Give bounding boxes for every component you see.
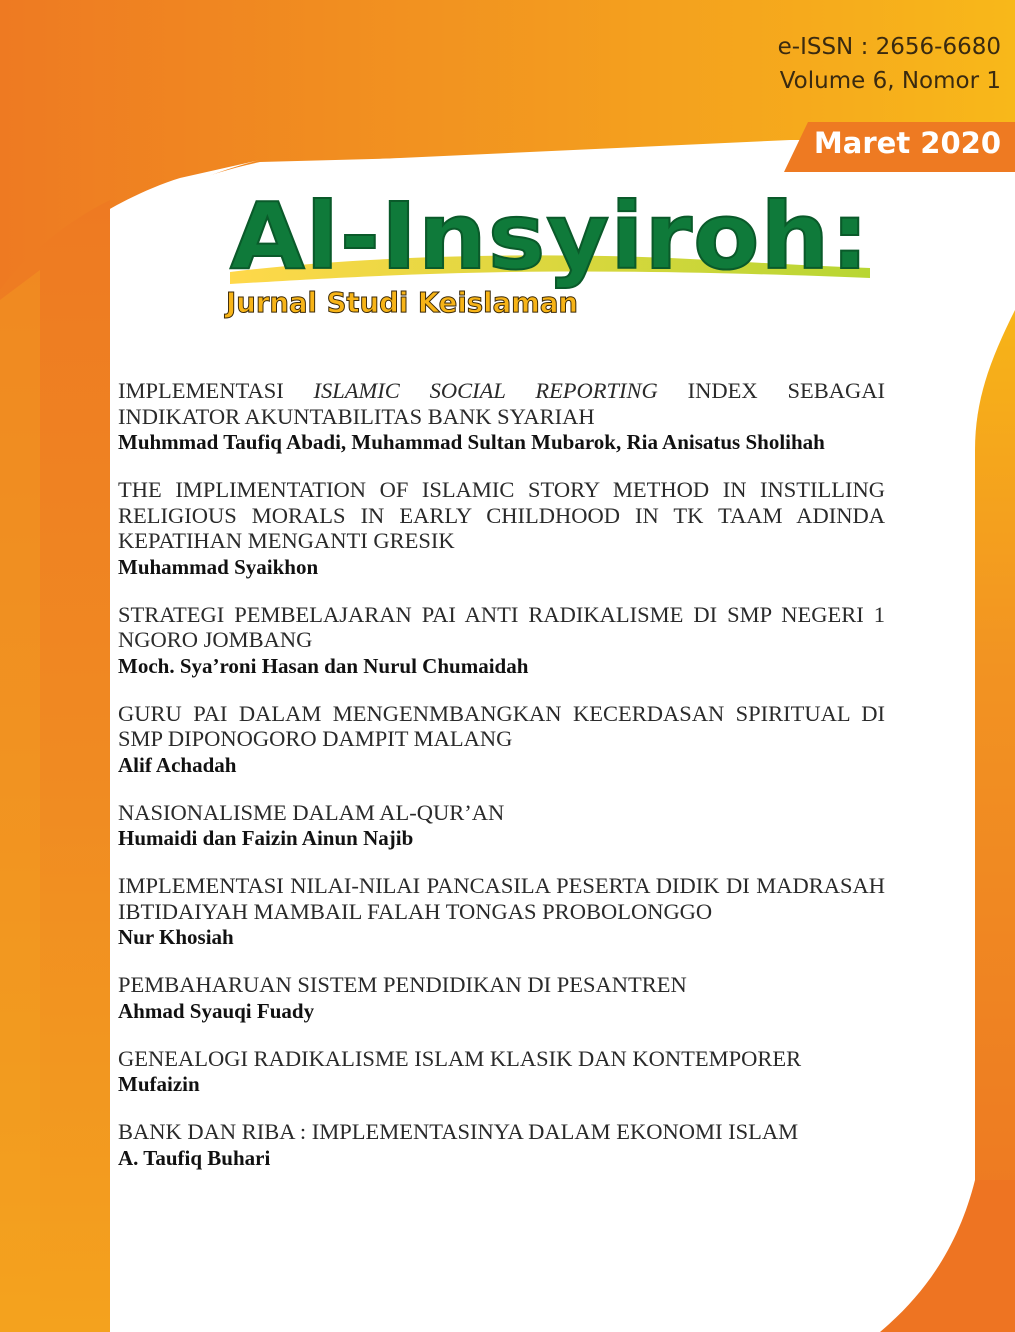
- article-item: [118, 602, 885, 679]
- article-list: [118, 378, 885, 1193]
- article-authors: Moch. Sya’roni Hasan dan Nurul Chumaidah: [118, 653, 529, 678]
- issue-date: Maret 2020: [813, 126, 1001, 160]
- article-title: BANK DAN RIBA : IMPLEMENTASINYA DALAM EKONOMI ISLAM: [118, 1119, 799, 1144]
- article-authors: Muhmmad Taufiq Abadi, Muhammad Sultan Mubarok, Ria Anisatus Sholihah: [118, 430, 825, 454]
- article-title: NASIONALISME DALAM AL-QUR’AN: [118, 799, 505, 825]
- article-authors: Muhammad Syaikhon: [118, 554, 319, 579]
- article-authors: Ahmad Syauqi Fuady: [118, 998, 315, 1023]
- volume-text: Volume 6, Nomor 1: [779, 68, 1001, 94]
- article-item: [118, 1046, 885, 1098]
- article-title: PEMBAHARUAN SISTEM PENDIDIKAN DI PESANTREN: [118, 972, 687, 997]
- article-item: [118, 873, 885, 950]
- journal-logo: [210, 180, 890, 330]
- article-authors: Mufaizin: [118, 1072, 200, 1096]
- article-item: [118, 1119, 885, 1171]
- article-authors: A. Taufiq Buhari: [118, 1145, 271, 1170]
- article-authors: Alif Achadah: [118, 752, 237, 777]
- article-title: GENEALOGI RADIKALISME ISLAM KLASIK DAN KONTEMPORER: [118, 1045, 802, 1071]
- article-item: [118, 701, 885, 778]
- article-item: [118, 972, 885, 1024]
- article-authors: Nur Khosiah: [118, 925, 234, 949]
- article-title: STRATEGI PEMBELAJARAN PAI ANTI RADIKALISME DI SMP NEGERI 1 NGORO JOMBANG: [118, 601, 885, 652]
- article-authors: Humaidi dan Faizin Ainun Najib: [118, 826, 414, 850]
- article-title: IMPLEMENTASI NILAI-NILAI PANCASILA PESERTA DIDIK DI MADRASAH IBTIDAIYAH MAMBAIL FALAH TONGAS PROBOLONGGO: [118, 873, 885, 924]
- article-title: GURU PAI DALAM MENGENMBANGKAN KECERDASAN SPIRITUAL DI SMP DIPONOGORO DAMPIT MALANG: [118, 700, 885, 751]
- issn-text: e-ISSN : 2656-6680: [777, 34, 1001, 60]
- article-item: [118, 800, 885, 852]
- article-title: THE IMPLIMENTATION OF ISLAMIC STORY METHOD IN INSTILLING RELIGIOUS MORALS IN EARLY CHILDHOOD IN TK TAAM ADINDA KEPATIHAN MENGANTI GRESIK: [118, 477, 885, 553]
- issn-block: [778, 30, 1001, 98]
- article-title: IMPLEMENTASI ISLAMIC SOCIAL REPORTING INDEX SEBAGAI INDIKATOR AKUNTABILITAS BANK SYARIAH: [118, 378, 885, 429]
- article-item: [118, 477, 885, 580]
- logo-title: Al-Insyiroh:: [230, 183, 870, 290]
- article-item: [118, 378, 885, 455]
- logo-subtitle: Jurnal Studi Keislaman: [224, 286, 578, 319]
